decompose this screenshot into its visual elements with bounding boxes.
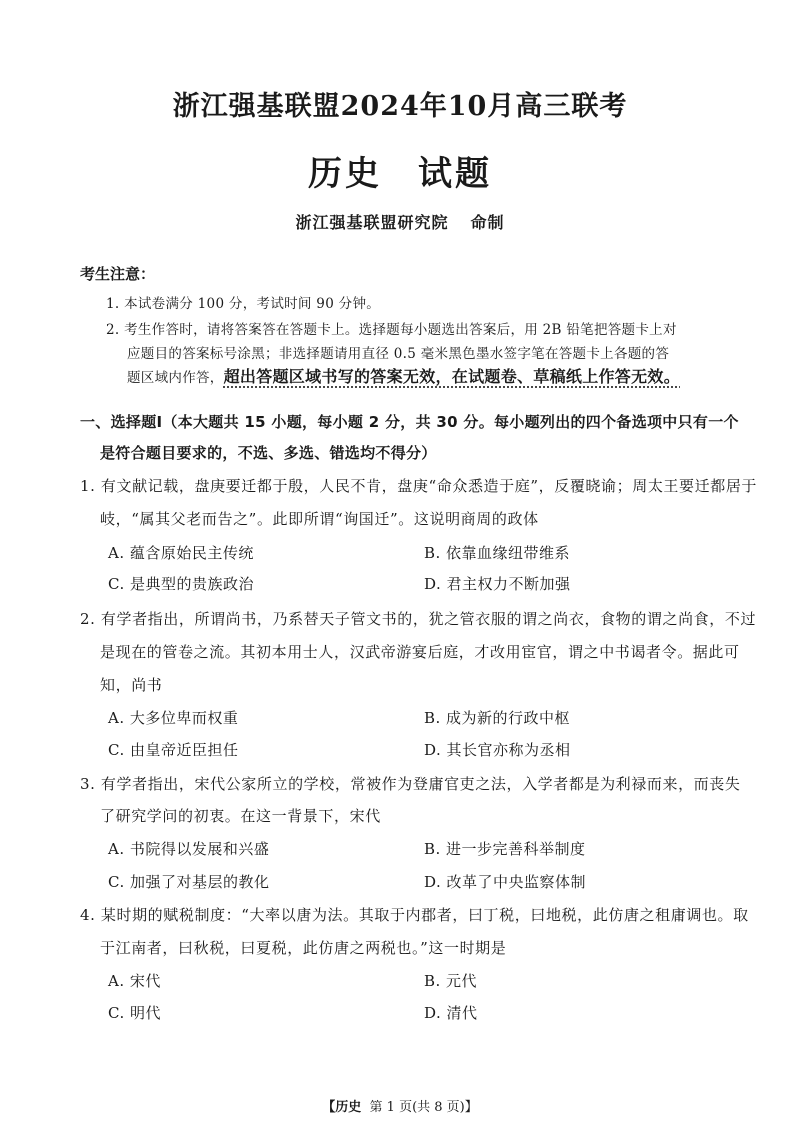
question-4-line-2: 于江南者，曰秋税，曰夏税，此仿唐之两税也。”这一时期是	[100, 939, 507, 957]
question-1-option-d: D. 君主权力不断加强	[424, 575, 571, 593]
paper-name: 试题	[418, 154, 492, 194]
question-4-option-d: D. 清代	[424, 1004, 478, 1022]
question-1-line-2: 岐，“属其父老而告之”。此即所谓“询国迁”。这说明商周的政体	[100, 510, 539, 528]
question-1-option-a: A. 蕴含原始民主传统	[108, 544, 254, 562]
section-heading-line-1: 一、选择题Ⅰ（本大题共 15 小题，每小题 2 分，共 30 分。每小题列出的四个备选项中只有一个	[80, 413, 739, 431]
institution-name: 浙江强基联盟研究院	[295, 213, 449, 232]
footer-subject: 【历史	[322, 1100, 362, 1115]
maker-label: 命制	[470, 213, 505, 232]
question-1-line-1: 1. 有文献记载，盘庚要迁都于殷，人民不肯，盘庚“命众悉造于庭”，反覆晓谕；周太王要迁都居于	[80, 477, 758, 495]
question-1-option-b: B. 依靠血缘纽带维系	[424, 544, 571, 562]
notice-heading: 考生注意：	[80, 265, 156, 283]
subject-name: 历史	[308, 154, 382, 194]
question-4-line-1: 4. 某时期的赋税制度：“大率以唐为法。其取于内郡者，曰丁税，曰地税，此仿唐之租庸调也。取	[80, 906, 749, 924]
question-3-option-c: C. 加强了对基层的教化	[108, 873, 270, 891]
question-3-option-b: B. 进一步完善科举制度	[424, 840, 586, 858]
question-4-option-c: C. 明代	[108, 1004, 161, 1022]
question-4-option-b: B. 元代	[424, 972, 478, 990]
notice-item-2-text: 题区域内作答，	[127, 370, 224, 386]
question-2-option-a: A. 大多位卑而权重	[108, 709, 239, 727]
section-heading-line-2: 是符合题目要求的，不选、多选、错选均不得分）	[100, 444, 437, 462]
notice-item-2-line-2: 应题目的答案标号涂黑；非选择题请用直径 0.5 毫米黑色墨水签字笔在答题卡上各题的答	[127, 346, 670, 362]
question-2-option-d: D. 其长官亦称为丞相	[424, 741, 571, 759]
question-3-line-2: 了研究学问的初衷。在这一背景下，宋代	[100, 807, 381, 825]
question-4-option-a: A. 宋代	[108, 972, 161, 990]
question-3-line-1: 3. 有学者指出，宋代公家所立的学校，常被作为登庸官吏之法，入学者都是为利禄而来，而丧失	[80, 775, 741, 793]
question-1-option-c: C. 是典型的贵族政治	[108, 575, 254, 593]
question-2-option-c: C. 由皇帝近臣担任	[108, 741, 239, 759]
question-2-line-2: 是现在的管卷之流。其初本用士人，汉武帝游宴后庭，才改用宦官，谓之中书谒者令。据此可	[100, 643, 740, 661]
notice-item-2-line-1: 2. 考生作答时，请将答案答在答题卡上。选择题每小题选出答案后，用 2B 铅笔把答题卡上对	[106, 322, 677, 338]
maker-line	[0, 210, 800, 233]
page-footer	[0, 1096, 800, 1115]
question-2-option-b: B. 成为新的行政中枢	[424, 709, 571, 727]
notice-item-2-line-3	[127, 364, 680, 387]
question-3-option-a: A. 书院得以发展和兴盛	[108, 840, 270, 858]
notice-emphasis: 超出答题区域书写的答案无效，在试题卷、草稿纸上作答无效。	[223, 367, 681, 386]
exam-title: 浙江强基联盟2024年10月高三联考	[172, 91, 628, 122]
notice-item-1: 1. 本试卷满分 100 分，考试时间 90 分钟。	[106, 296, 381, 312]
exam-subtitle	[0, 146, 800, 195]
footer-page-info: 第 1 页(共 8 页)】	[369, 1100, 478, 1115]
question-2-line-3: 知，尚书	[100, 676, 163, 694]
question-2-line-1: 2. 有学者指出，所谓尚书，乃系替天子管文书的，犹之管衣服的谓之尚衣，食物的谓之尚食，不过	[80, 610, 757, 628]
question-3-option-d: D. 改革了中央监察体制	[424, 873, 587, 891]
